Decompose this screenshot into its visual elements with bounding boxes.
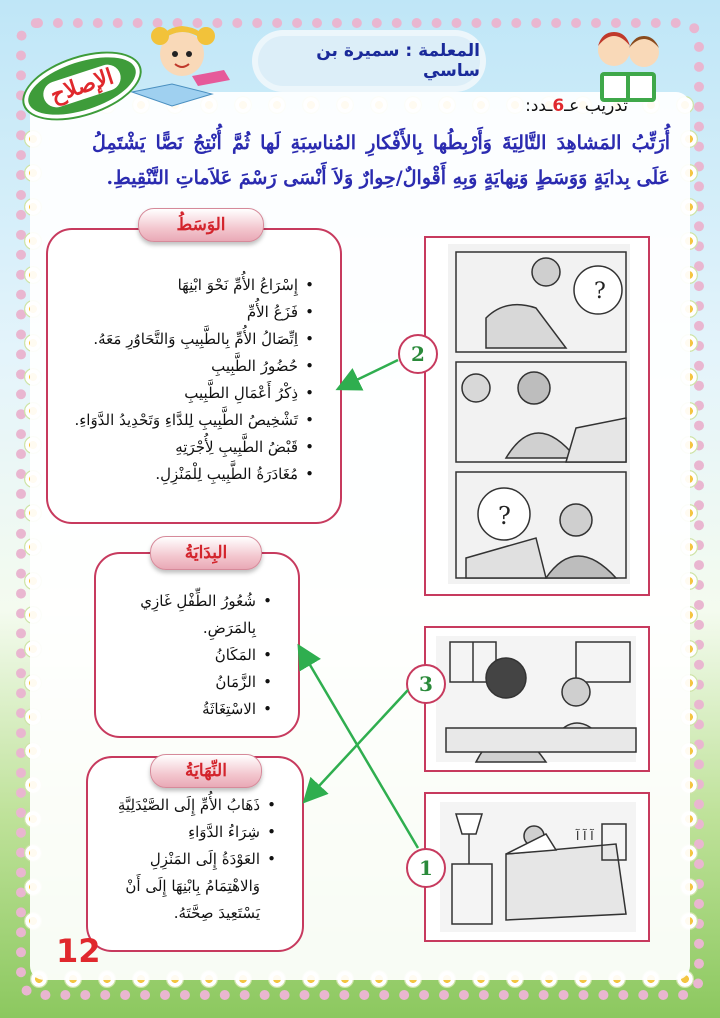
list-item: • قَبْضُ الطَّبِيبِ لِأُجْرَتِهِ [58,434,314,461]
list-item: • الاسْتِغَاثَةُ [106,696,272,723]
svg-text:?: ? [594,279,606,304]
list-item: • تَشْخِيصُ الطَّبِيبِ لِلدَّاءِ وَتَحْدِيدُ الدَّوَاءِ. [58,407,314,434]
list-item: • فَزَعُ الأُمِّ [58,299,314,326]
correction-badge-text: الإصلاح [40,61,125,111]
scene-number-badge: 2 [398,334,438,374]
exercise-label-prefix: تدريب عـ [564,96,628,116]
svg-text:آ آ آ: آ آ آ [576,829,594,843]
middle-title: الوَسَطُ [138,208,264,242]
page-number: 12 [56,932,101,970]
exercise-instruction: أُرَتِّبُ المَشاهِدَ التَّالِيَةَ وَأَرْبِطُها بِالأَفْكارِ المُناسِبَةِ لَها ثُمَّ أُنْتِجُ نَصًّا يَشْتَمِلُ عَلَى بِدايَةٍ وَوَسَطٍ وَنِهايَةٍ وَبِهِ أَقْوالٌ/حِوارٌ وَلاَ أَنْسَى رَسْمَ عَلاَماتِ التَّنْقِيطِ. [92,132,670,189]
list-item: • مُغَادَرَةُ الطَّبِيبِ لِلْمَنْزِلِ. [58,461,314,488]
arrow-scene1-to-beginning [300,648,418,848]
list-item: • اِتِّصَالُ الأُمِّ بِالطَّبِيبِ وَالتَّحَاوُرِ مَعَهُ. [58,326,314,353]
list-item: • ذَهَابُ الأُمِّ إِلَى الصَّيْدَلِيَّةِ [98,792,276,819]
beginning-title: البِدَايَةُ [150,536,262,570]
list-item: • العَوْدَةُ إِلَى المَنْزِلِ وَالاهْتِمَامُ بِابْنِهَا إِلَى أَنْ يَسْتَعِيدَ صِحَّتَهُ. [98,846,276,927]
list-item: • إِسْرَاعُ الأُمِّ نَحْوَ ابْنِهَا [58,272,314,299]
arrow-scene2-to-middle [340,360,398,388]
list-item: • المَكَانُ [106,642,272,669]
list-item: • الزَّمَانُ [106,669,272,696]
list-item: • حُضُورُ الطَّبِيبِ [58,353,314,380]
scene-number-badge: 3 [406,664,446,704]
svg-text:?: ? [498,502,511,530]
scene-number-badge: 1 [406,848,446,888]
exercise-number: 6 [552,96,565,116]
list-item: • شُعُورُ الطِّفْلِ غَازِي بِالمَرَضِ. [106,588,272,642]
teacher-name: المعلمة : سميرة بن ساسي [316,41,480,81]
list-item: • شِرَاءُ الدَّوَاءِ [98,819,276,846]
exercise-label-suffix: ـدد: [525,96,553,116]
ending-title: النِّهَايَةُ [150,754,262,788]
list-item: • ذِكْرُ أَعْمَالِ الطَّبِيبِ [58,380,314,407]
